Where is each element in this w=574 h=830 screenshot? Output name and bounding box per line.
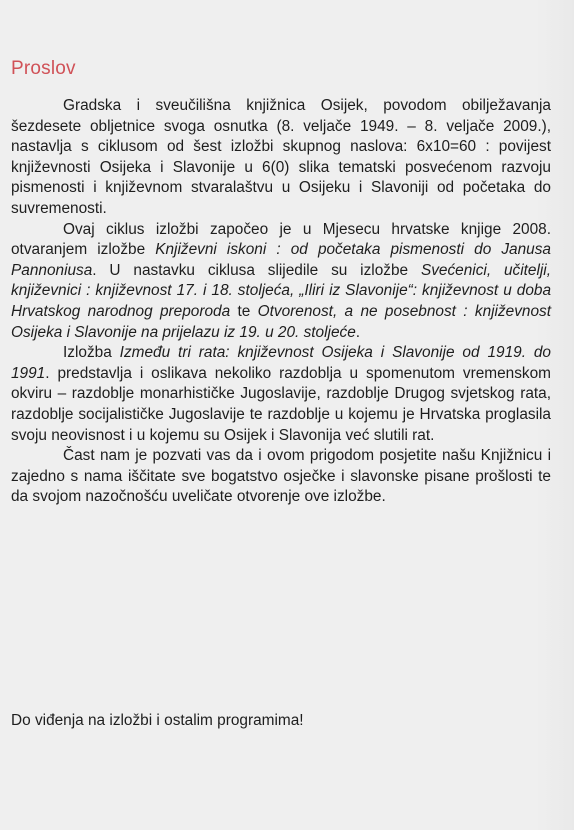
text-run: . predstavlja i oslikava nekoliko razdoblja u spomenutom vremenskom okviru – razdoblje monarhističke Jugoslavije, razdoblje Drugog svjetskog rata, razdoblje socijalističke Jugoslavije te razdoblje u kojemu je Hrvatska proglasila svoju neovisnost i u kojemu su Osijek i Slavonija već slutili rat. — [11, 364, 551, 444]
text-run: Čast nam je pozvati vas da i ovom prigodom posjetite našu Knjižnicu i zajedno s nama iščitate sve bogatstvo osječke i slavonske pisane prošlosti te da svojom nazočnošću uveličate otvorenje ove izložbe. — [11, 447, 551, 506]
text-run: Izložba — [63, 344, 120, 362]
text-run: Gradska i sveučilišna knjižnica Osijek, povodom obilježavanja šezdesete obljetnice svoga osnutka (8. veljače 1949. – 8. veljače 2009.), nastavlja s ciklusom od šest izložbi skupnog naslova: 6x10=60 : povijest književnosti Osijeka i Slavonije u 6(0) slika tematski posvećenom razvoju pismenosti i književnom stvaralaštvu u Osijeku i Slavoniji od početaka do suvremenosti. — [11, 97, 551, 217]
text-run: . — [355, 323, 361, 341]
text-run: te — [230, 302, 258, 320]
paragraph-3 — [11, 343, 551, 446]
closing-line: Do viđenja na izložbi i ostalim programima! — [11, 712, 304, 729]
paragraph-4 — [11, 446, 551, 508]
italic-title-run: Otvorenost, a ne posebnost : književnost Osijeka i Slavonije na prijelazu iz 19. u 20. stoljeće — [11, 302, 552, 341]
italic-title-run: Između tri rata: književnost Osijeka i Slavonije od 1919. do 1991 — [11, 344, 551, 382]
italic-title-run: Svećenici, učitelji, književnici : književnost 17. i 18. stoljeća, „Iliri iz Slavonije“: književnost u doba Hrvatskog narodnog preporoda — [11, 261, 551, 320]
italic-title-run: Književni iskoni : od početaka pismenosti do Janusa Pannoniusa — [11, 241, 551, 279]
page-title: Proslov — [11, 58, 76, 79]
text-run: Ovaj ciklus izložbi započeo je u Mjesecu hrvatske knjige 2008. otvaranjem izložbe — [11, 220, 551, 259]
text-run: . U nastavku ciklusa slijedile su izložbe — [92, 261, 421, 279]
paragraph-1 — [11, 96, 551, 220]
foreword-body — [11, 96, 551, 508]
paragraph-2 — [11, 220, 551, 344]
